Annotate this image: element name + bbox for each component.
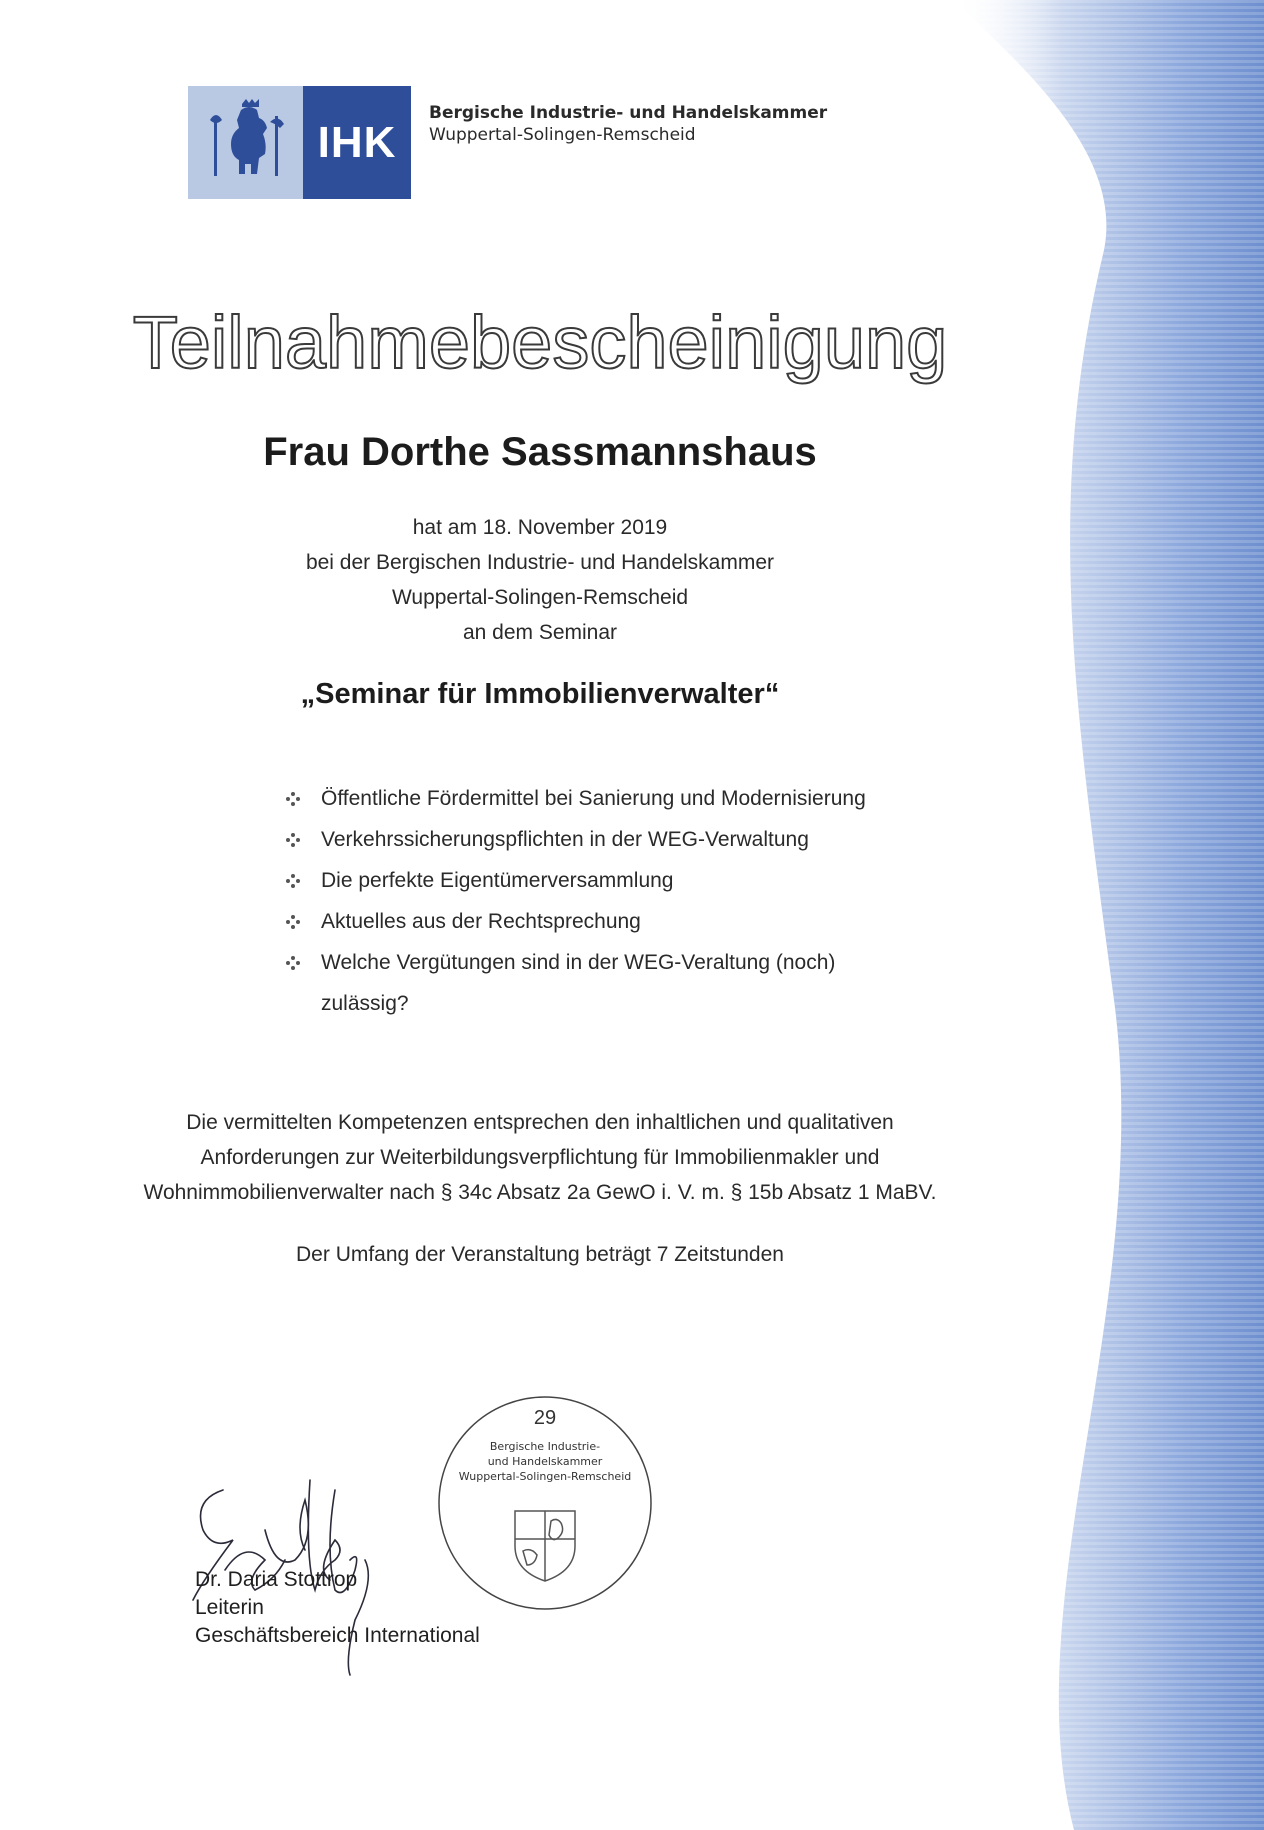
competence-line: Anforderungen zur Weiterbildungsverpflichtung für Immobilienmakler und xyxy=(200,1146,880,1169)
decorative-blue-band xyxy=(954,0,1264,1830)
organization-name-line1: Bergische Industrie- und Handelskammer xyxy=(429,103,828,123)
seal-text-line: und Handelskammer xyxy=(487,1455,603,1468)
diamond-bullet-icon xyxy=(285,860,303,901)
topic-list xyxy=(285,778,975,1024)
diamond-bullet-icon xyxy=(285,942,303,983)
signatory-role-line2: Geschäftsbereich International xyxy=(195,1624,480,1647)
competence-line: Wohnimmobilienverwalter nach § 34c Absatz 2a GewO i. V. m. § 15b Absatz 1 MaBV. xyxy=(143,1181,937,1204)
topic-text: Die perfekte Eigentümerversammlung xyxy=(321,869,674,892)
list-item xyxy=(285,901,975,942)
organization-name xyxy=(429,102,827,146)
competence-line: Die vermittelten Kompetenzen entsprechen den inhaltlichen und qualitativen xyxy=(186,1111,894,1134)
recipient-name: Frau Dorthe Sassmannshaus xyxy=(263,430,817,474)
list-item xyxy=(285,819,975,860)
intro-text xyxy=(0,510,1080,650)
certificate-title: Teilnahmebescheinigung xyxy=(132,301,948,384)
signatory-role-line1: Leiterin xyxy=(195,1596,264,1619)
seal-text-line: Bergische Industrie- xyxy=(489,1440,601,1453)
coat-of-arms-icon xyxy=(188,86,303,199)
list-item xyxy=(285,942,975,1024)
diamond-bullet-icon xyxy=(285,901,303,942)
seal-number: 29 xyxy=(533,1407,557,1429)
intro-line: Wuppertal-Solingen-Remscheid xyxy=(391,586,689,609)
seal-text xyxy=(435,1439,655,1484)
signatory-block xyxy=(195,1566,480,1650)
intro-line: an dem Seminar xyxy=(462,621,618,644)
list-item xyxy=(285,860,975,901)
ihk-wordmark: IHK xyxy=(303,86,411,199)
intro-line: bei der Bergischen Industrie- und Handelskammer xyxy=(305,551,775,574)
intro-line: hat am 18. November 2019 xyxy=(412,516,668,539)
topic-text-continued: zulässig? xyxy=(321,992,409,1015)
topic-text: Verkehrssicherungspflichten in der WEG-Verwaltung xyxy=(321,828,809,851)
diamond-bullet-icon xyxy=(285,778,303,819)
organization-name-line2: Wuppertal-Solingen-Remscheid xyxy=(429,125,696,145)
competence-statement xyxy=(0,1105,1080,1210)
diamond-bullet-icon xyxy=(285,819,303,860)
list-item xyxy=(285,778,975,819)
seal-text-line: Wuppertal-Solingen-Remscheid xyxy=(458,1470,632,1483)
seminar-title: „Seminar für Immobilienverwalter“ xyxy=(300,678,780,710)
signatory-name: Dr. Daria Stottrop xyxy=(195,1568,358,1591)
topic-text: Welche Vergütungen sind in der WEG-Veraltung (noch) xyxy=(321,951,836,974)
topic-text: Aktuelles aus der Rechtsprechung xyxy=(321,910,641,933)
ihk-logo xyxy=(188,86,411,199)
topic-text: Öffentliche Fördermittel bei Sanierung und Modernisierung xyxy=(321,787,866,810)
scope-statement: Der Umfang der Veranstaltung beträgt 7 Zeitstunden xyxy=(296,1243,784,1266)
